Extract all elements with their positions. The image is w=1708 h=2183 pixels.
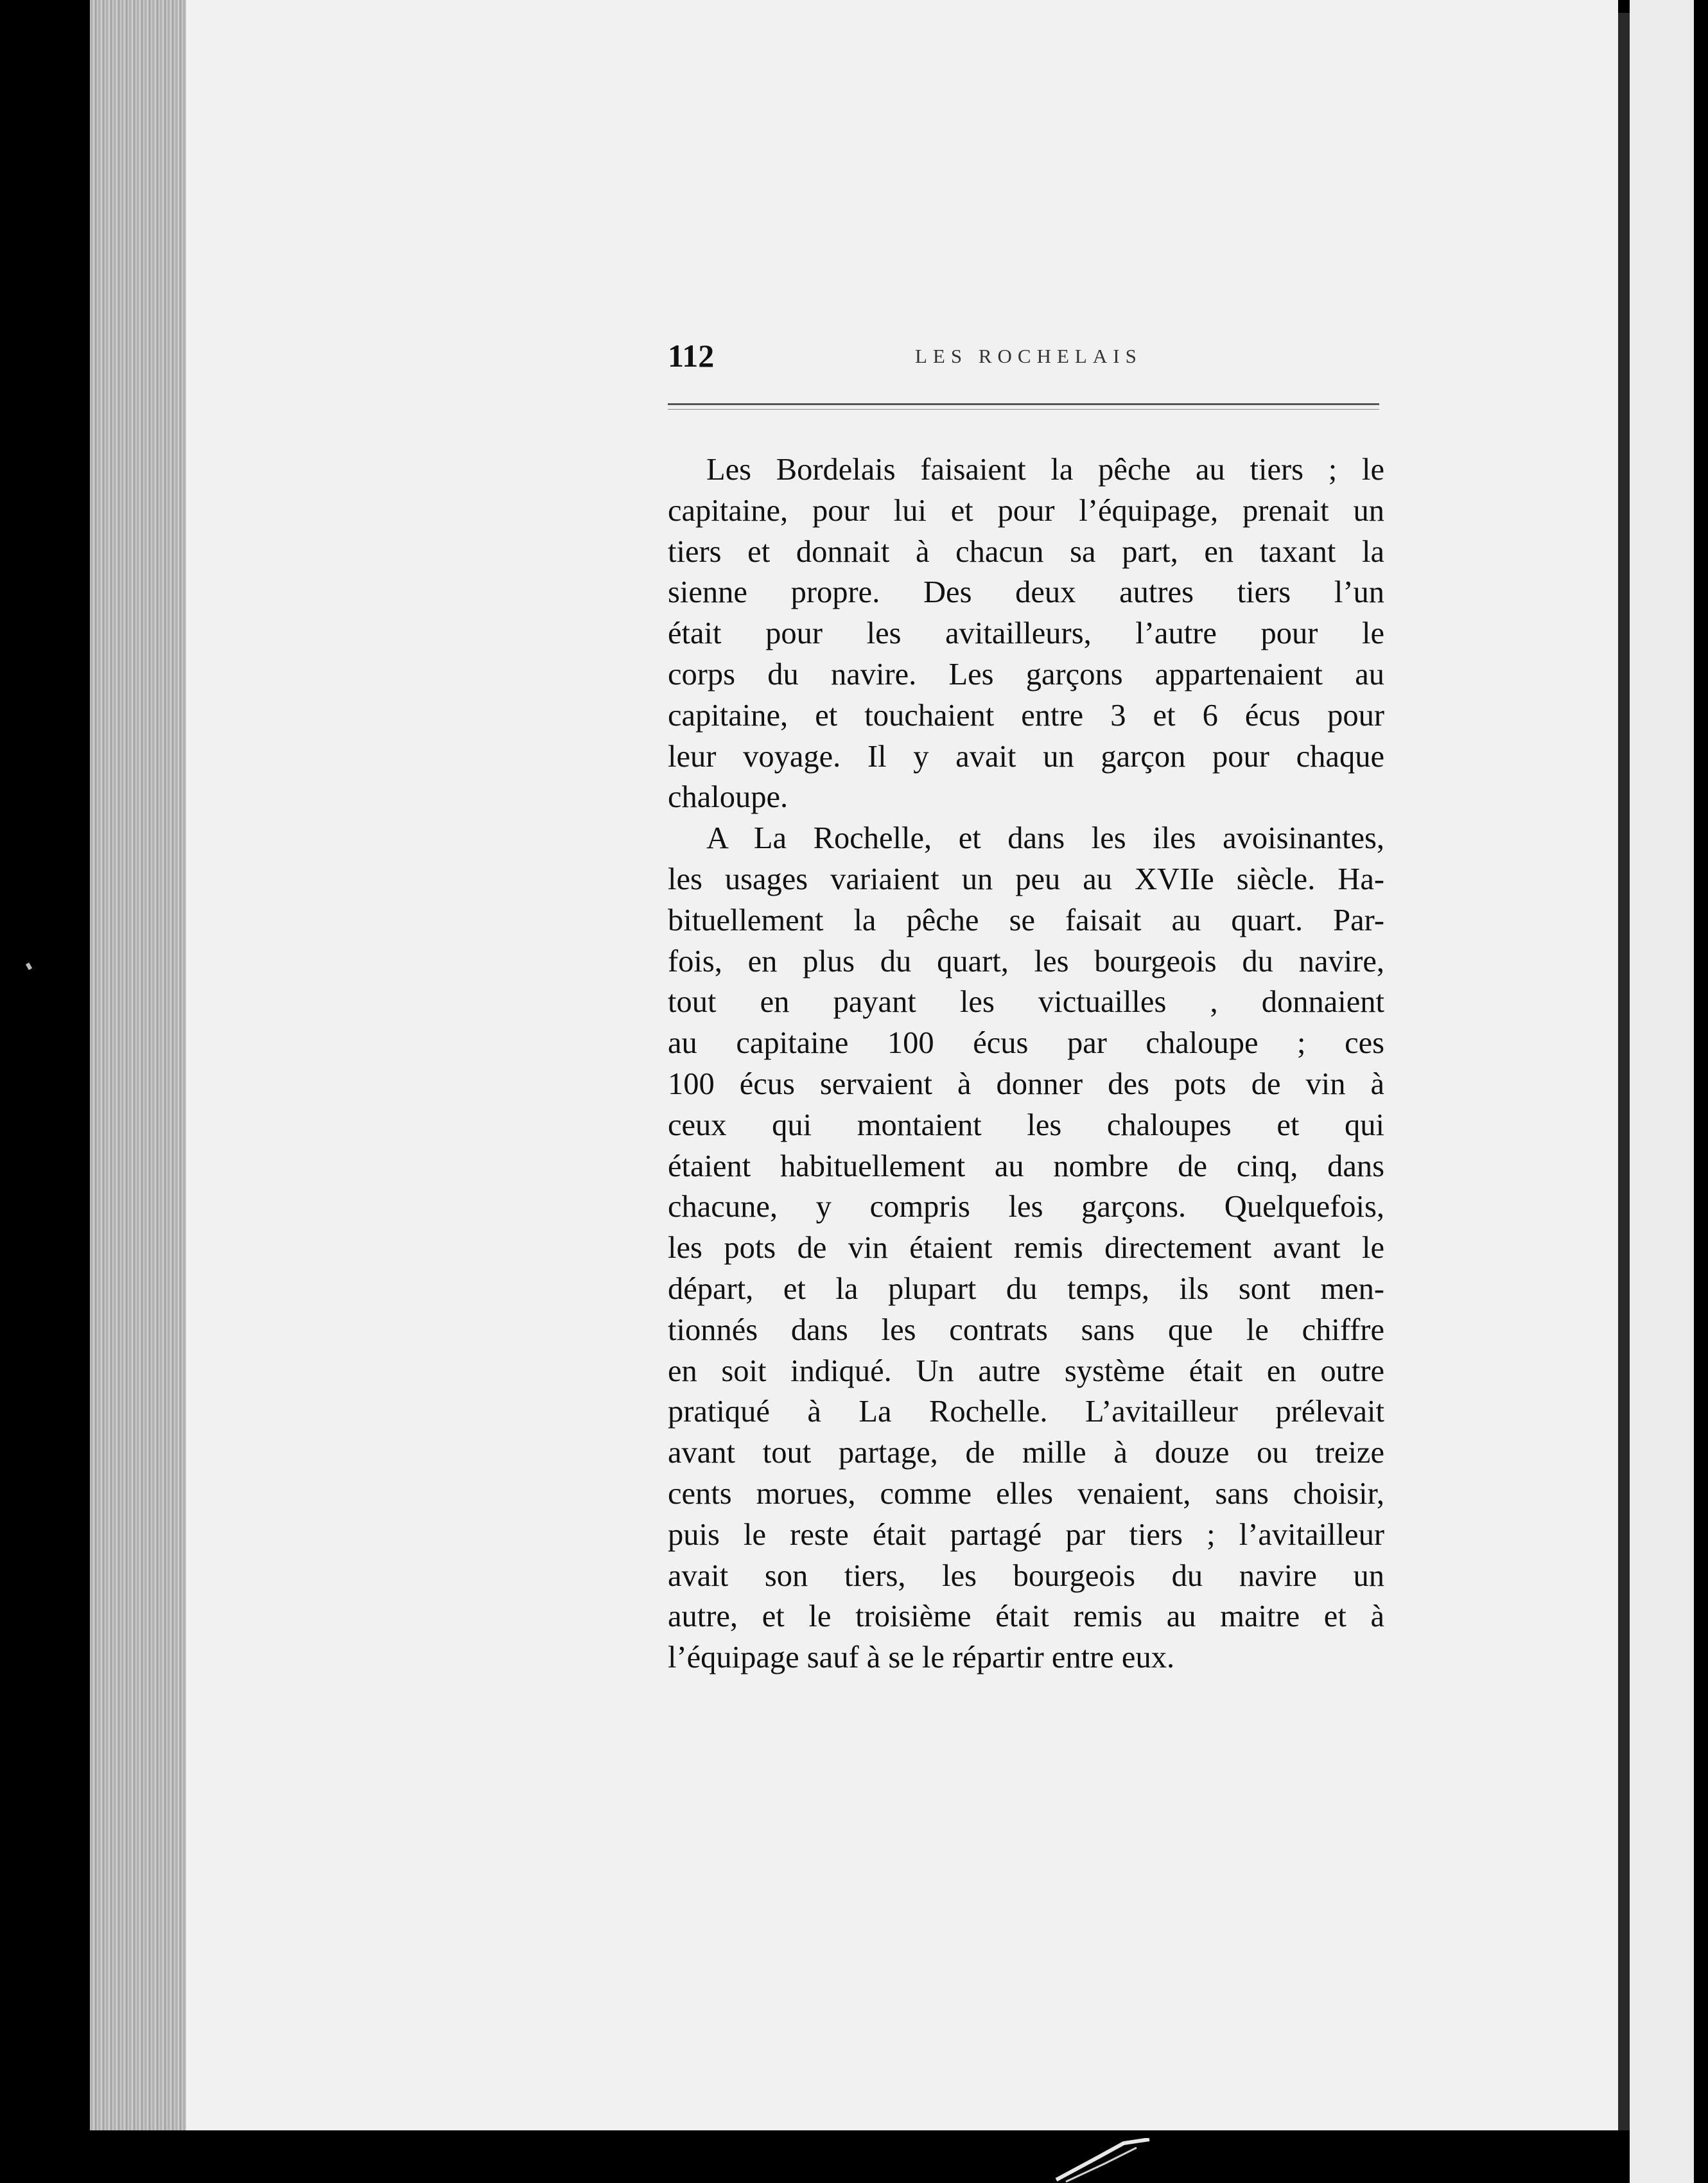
text-line: avait son tiers, les bourgeois du navire un [668,1558,1384,1593]
text-line: les usages variaient un peu au XVIIe siècle. Ha- [668,862,1384,896]
text-line: chacune, y compris les garçons. Quelquefois, [668,1190,1384,1224]
margin-mark [26,962,32,970]
running-head: LES ROCHELAIS [915,345,1142,367]
page-number: 112 [668,338,715,374]
text-line: cents morues, comme elles venaient, sans choisir, [668,1476,1384,1511]
text-line: Les Bordelais faisaient la pêche au tiers ; le [706,453,1384,487]
header-rule [668,403,1379,410]
scan-scratch-mark [1053,2138,1156,2183]
facing-page-edge [1630,0,1694,2183]
text-line: chaloupe. [668,780,789,815]
text-line: l’équipage sauf à se le répartir entre eux. [668,1640,1175,1675]
text-line: les pots de vin étaient remis directement avant le [668,1231,1384,1265]
text-line: étaient habituellement au nombre de cinq, dans [668,1149,1384,1183]
text-line: avant tout partage, de mille à douze ou treize [668,1436,1384,1470]
text-line: autre, et le troisième était remis au maitre et à [668,1599,1384,1634]
text-line: tiers et donnait à chacun sa part, en taxant la [668,534,1384,569]
text-line: leur voyage. Il y avait un garçon pour chaque [668,739,1384,774]
text-line: bituellement la pêche se faisait au quart. Par- [668,903,1384,937]
text-line: tout en payant les victuailles , donnaient [668,985,1384,1020]
text-line: corps du navire. Les garçons appartenaient au [668,657,1384,691]
text-line: au capitaine 100 écus par chaloupe ; ces [668,1026,1384,1061]
facing-page-gutter [1618,13,1630,2130]
page-header [668,337,1379,382]
book-page-stack [90,0,186,2130]
text-line: en soit indiqué. Un autre système était en outre [668,1353,1384,1388]
text-line: pratiqué à La Rochelle. L’avitailleur prélevait [668,1395,1384,1429]
text-line: capitaine, pour lui et pour l’équipage, prenait un [668,493,1384,528]
text-line: A La Rochelle, et dans les iles avoisinantes, [706,821,1384,856]
body-text [668,449,1384,1678]
text-line: capitaine, et touchaient entre 3 et 6 écus pour [668,698,1384,733]
text-line: puis le reste était partagé par tiers ; l’avitailleur [668,1517,1384,1552]
text-line: était pour les avitailleurs, l’autre pour le [668,616,1384,651]
text-line: fois, en plus du quart, les bourgeois du navire, [668,944,1384,978]
text-line: 100 écus servaient à donner des pots de vin à [668,1066,1384,1101]
text-line: tionnés dans les contrats sans que le chiffre [668,1312,1384,1347]
text-line: départ, et la plupart du temps, ils sont men- [668,1271,1384,1306]
text-line: sienne propre. Des deux autres tiers l’un [668,575,1384,610]
text-line: ceux qui montaient les chaloupes et qui [668,1108,1384,1142]
